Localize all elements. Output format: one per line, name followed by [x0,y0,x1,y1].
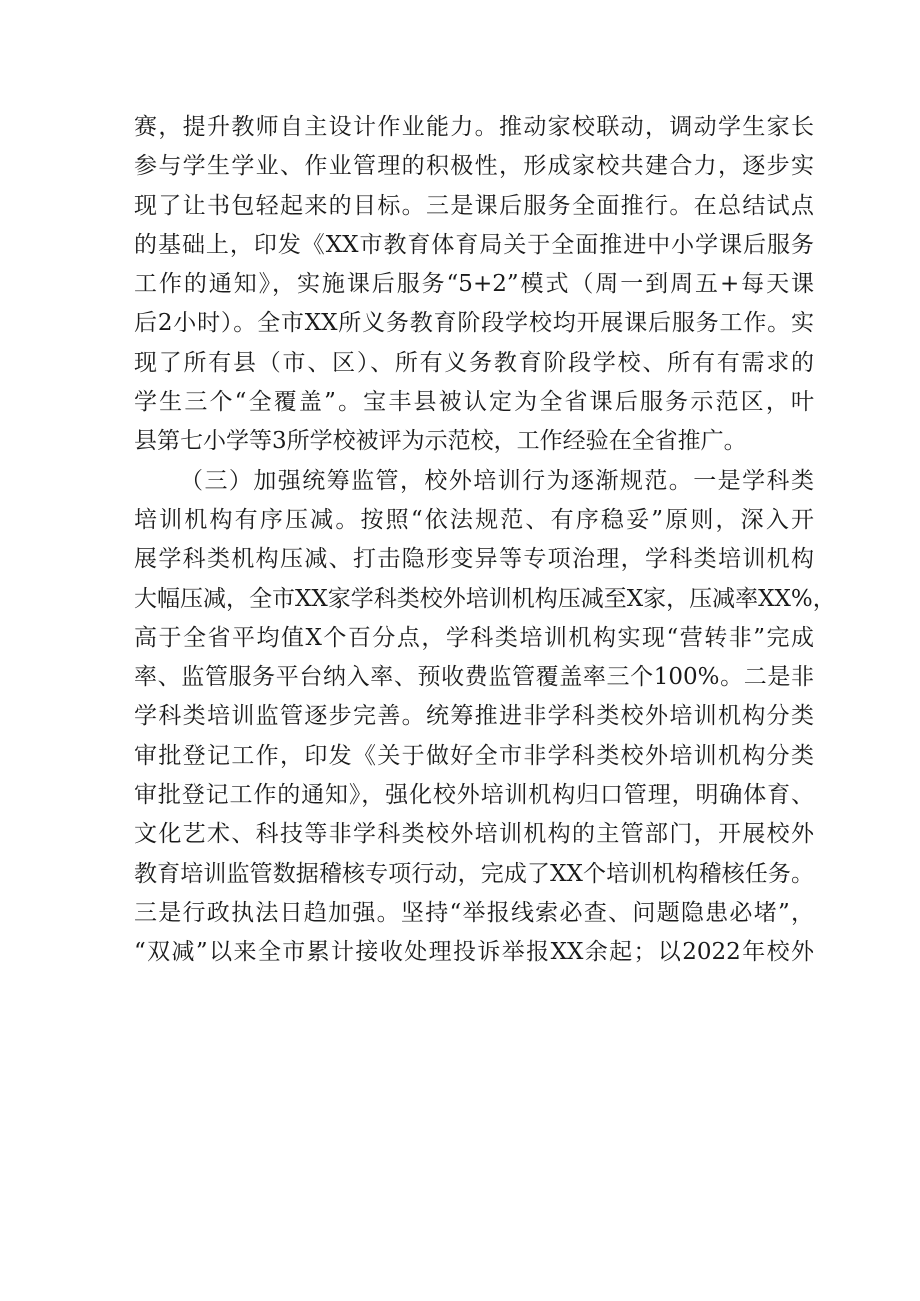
text-line: 现了让书包轻起来的目标。三是课后服务全面推行。在总结试点 [134,192,814,219]
document-body [134,108,836,973]
text-line: 高于全省平均值X个百分点，学科类培训机构实现“营转非”完成 [134,624,814,651]
text-line: 现了所有县（市、区）、所有义务教育阶段学校、所有有需求的 [134,349,814,376]
text-line: 教育培训监管数据稽核专项行动，完成了XX个培训机构稽核任务。 [134,860,814,887]
text-line: 审批登记工作的通知》，强化校外培训机构归口管理，明确体育、 [134,782,814,809]
text-line: 大幅压减，全市XX家学科类校外培训机构压减至X家，压减率XX%， [134,585,836,612]
text-line: 参与学生学业、作业管理的积极性，形成家校共建合力，逐步实 [134,153,814,180]
text-line: 赛，提升教师自主设计作业能力。推动家校联动，调动学生家长 [134,114,814,140]
text-line: 的基础上，印发《XX市教育体育局关于全面推进中小学课后服务 [134,231,814,258]
text-line: 后2小时）。全市XX所义务教育阶段学校均开展课后服务工作。实 [134,310,814,337]
paragraph [134,108,814,462]
text-line: 学科类培训监管逐步完善。统筹推进非学科类校外培训机构分类 [134,703,814,730]
text-line: 文化艺术、科技等非学科类校外培训机构的主管部门，开展校外 [134,821,814,848]
text-line: 工作的通知》，实施课后服务“5+2”模式（周一到周五+每天课 [134,271,814,298]
text-line: 培训机构有序压减。按照“依法规范、有序稳妥”原则，深入开 [134,506,814,533]
paragraph [134,462,836,973]
text-line: 县第七小学等3所学校被评为示范校，工作经验在全省推广。 [134,428,747,455]
text-line: 展学科类机构压减、打击隐形变异等专项治理，学科类培训机构 [134,546,814,573]
text-line: 三是行政执法日趋加强。坚持“举报线索必查、问题隐患必堵”， [134,899,814,926]
text-line: “双减”以来全市累计接收处理投诉举报XX余起；以2022年校外 [134,939,814,966]
text-line: （三）加强统筹监管，校外培训行为逐渐规范。一是学科类 [180,467,814,494]
text-line: 率、监管服务平台纳入率、预收费监管覆盖率三个100%。二是非 [134,664,814,691]
text-line: 审批登记工作，印发《关于做好全市非学科类校外培训机构分类 [134,742,814,769]
text-line: 学生三个“全覆盖”。宝丰县被认定为全省课后服务示范区，叶 [134,389,814,416]
